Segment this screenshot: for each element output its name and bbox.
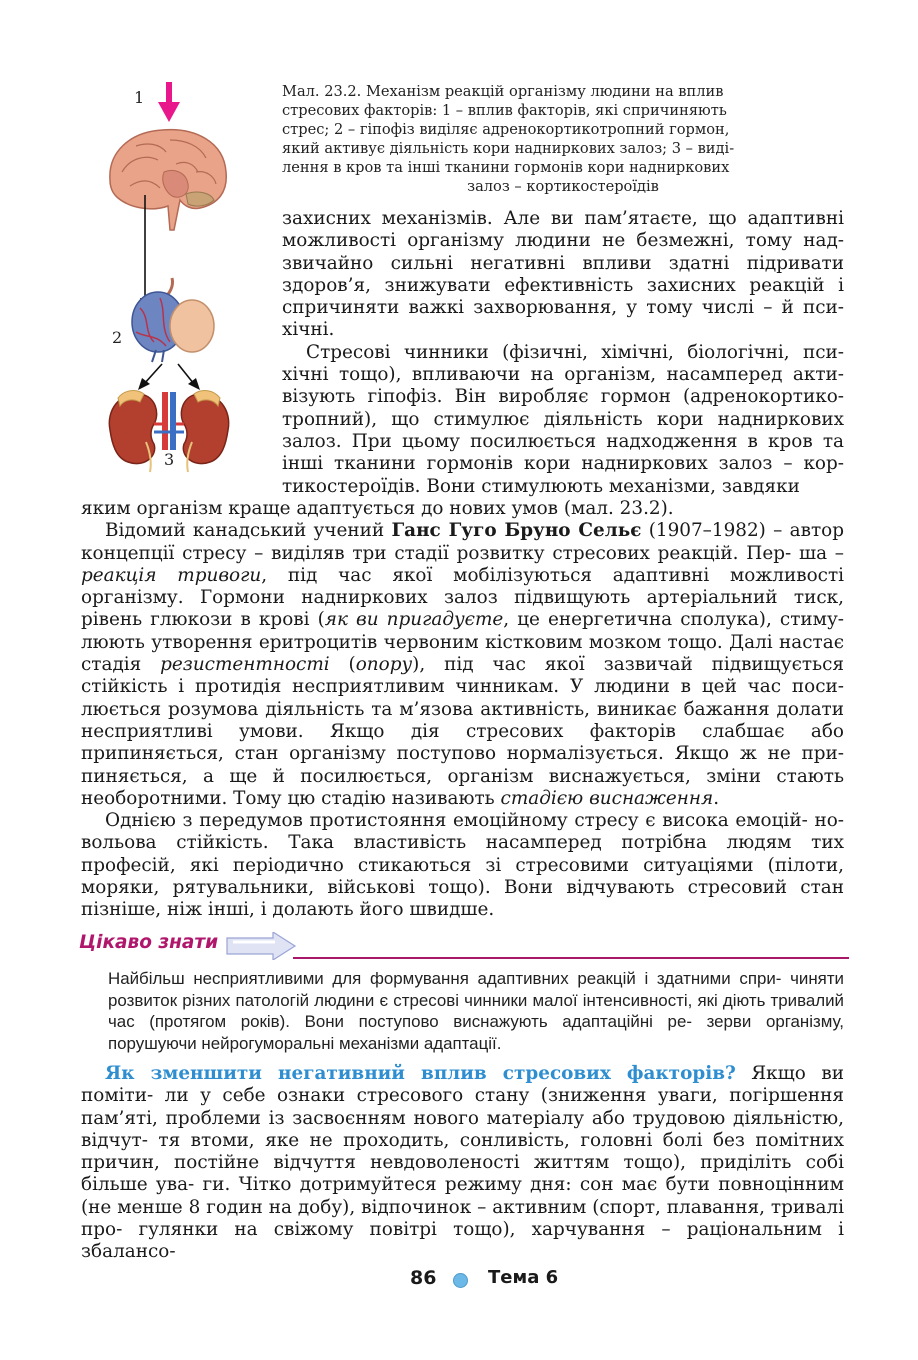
right-column-text xyxy=(282,208,844,498)
stress-mechanism-figure xyxy=(100,80,250,475)
paragraph-adaptive-limits: захисних механізмів. Але ви пам’ятаєте, що адаптивні можливості організму людини не безмежні, тому над- звичайно сильні негативні впливи здатні підривати здоров’я, знижувати ефективність захисних реакцій і спричиняти важкі захворювання, у тому числі – й пси- хічні. xyxy=(282,208,844,341)
interesting-rule xyxy=(293,957,849,959)
text-run: (1907–1982) – автор концепції стресу – виділяв три стадії розвитку стресових реакцій. Пер- ша – xyxy=(81,520,844,564)
term-alarm: реакція тривоги xyxy=(81,564,262,586)
text-run: . xyxy=(713,787,720,809)
text-run: ), під час якої зазвичай підвищується стійкість і протидія несприятливим чинникам. У людини в цей час поси- люється розумова діяльність та м’язова активність, виникає бажання долати несприятливі умови. Якщо дія стресових факторів слабшає або припиняється, стан організму поступово нормалізується. Якщо ж не при- пиняється, а ще й посилюється, організм виснажується, зміни стають необоротними. Тому цю стадію називають xyxy=(81,654,844,809)
caption-line: лення в кров та інші тканини гормонів кори надниркових xyxy=(282,159,730,176)
pointer-arrow-icon xyxy=(225,932,297,960)
text-run: , під час якої мобілізуються адаптивні можливості організму. Гормони надниркових залоз підвищують артеріальний тиск, рівень глюкози в крові ( xyxy=(81,564,845,631)
term-resistance: резистентності xyxy=(160,654,330,676)
main-text xyxy=(81,498,844,922)
figure-label-1: 1 xyxy=(134,88,145,107)
text-run: ( xyxy=(329,654,356,676)
figure-label-2: 2 xyxy=(112,328,123,347)
figure-drawing xyxy=(100,80,250,475)
topic-label: Тема 6 xyxy=(488,1267,559,1288)
text-run: Відомий канадський учений xyxy=(105,520,392,542)
term-opposition: опору xyxy=(355,654,413,676)
paragraph-emotional-resistance: Однією з передумов протистояння емоційному стресу є висока емоцій- но-вольова стійкість. Така властивість насамперед потрібна людям тих професій, які періодично стикаються зі стресовими ситуаціями (пілоти, моряки, рятувальники, військові тощо). Вони відчувають стресовий стан пізніше, ніж інші, і долають його швидше. xyxy=(81,810,844,921)
paragraph-reduce-stress xyxy=(81,1063,844,1264)
paragraph-selye xyxy=(81,520,844,810)
interesting-header xyxy=(79,930,849,960)
down-arrow-icon xyxy=(158,82,180,122)
paragraph-stress-factors: Стресові чинники (фізичні, хімічні, біологічні, пси- хічні тощо), впливаючи на організм, насамперед акти- візують гіпофіз. Він виробляє гормон (адренокортико- тропний), що стимулює діяльність кори надниркових залоз. При цьому посилюється надходження в кров та інші тканини гормонів кори надниркових залоз – кор- тикостероїдів. Вони стимулюють механізми, завдяки xyxy=(282,341,844,497)
page-number: 86 xyxy=(410,1267,437,1289)
section-question: Як зменшити негативний вплив стресових факторів? xyxy=(105,1063,736,1084)
figure-label-3: 3 xyxy=(164,450,175,469)
bullet-dot-icon xyxy=(453,1273,468,1288)
caption-line: Мал. 23.2. Механізм реакцій організму людини на вплив xyxy=(282,83,724,100)
interesting-text: Найбільш несприятливими для формування адаптивних реакцій і здатними спри- чиняти розвиток різних патологій людини є стресові чинники малої інтенсивності, які діють тривалий час (протягом років). Вони поступово виснажують адаптаційні ре- зерви організму, порушуючи нейрогуморальні механізми адаптації. xyxy=(108,969,844,1053)
figure-caption xyxy=(282,82,844,196)
caption-line: стрес; 2 – гіпофіз виділяє адренокортикотропний гормон, xyxy=(282,121,730,138)
caption-line: який активує діяльність кори надниркових залоз; 3 – виді- xyxy=(282,140,735,157)
term-exhaustion: стадією виснаження xyxy=(500,787,714,809)
brain-illustration xyxy=(110,130,226,230)
scientist-name: Ганс Гуго Бруно Сельє xyxy=(391,520,642,542)
paragraph-continuation: яким організм краще адаптується до нових умов (мал. 23.2). xyxy=(81,498,674,519)
term-remember: як ви пригадуєте xyxy=(324,609,504,631)
text-run: , це енергетична сполука), стиму- люють утворення еритроцитів червоним кістковим мозком тощо. Далі настає стадія xyxy=(81,609,844,676)
text-run: Якщо ви поміти- ли у себе ознаки стресового стану (зниження уваги, погіршення пам’яті, проблеми із засвоєнням нового матеріалу або трудовою діяльністю, відчут- тя втоми, яке не проходить, сонливість, головні болі без помітних причин, постійне відчуття невдоволеності життям тощо), приділіть собі більше ува- ги. Чітко дотримуйтеся режиму дня: сон має бути повноцінним (не менше 8 годин на добу), відпочинок – активним (спорт, плавання, тривалі про- гулянки на свіжому повітрі тощо), харчування – раціональним і збалансо- xyxy=(81,1063,844,1263)
caption-line: стресових факторів: 1 – вплив факторів, які спричиняють xyxy=(282,102,727,119)
reduce-stress-section xyxy=(81,1063,844,1264)
interesting-title: Цікаво знати xyxy=(79,932,219,953)
page-footer xyxy=(0,1267,918,1293)
caption-line: залоз – кортикостероїдів xyxy=(467,178,659,195)
